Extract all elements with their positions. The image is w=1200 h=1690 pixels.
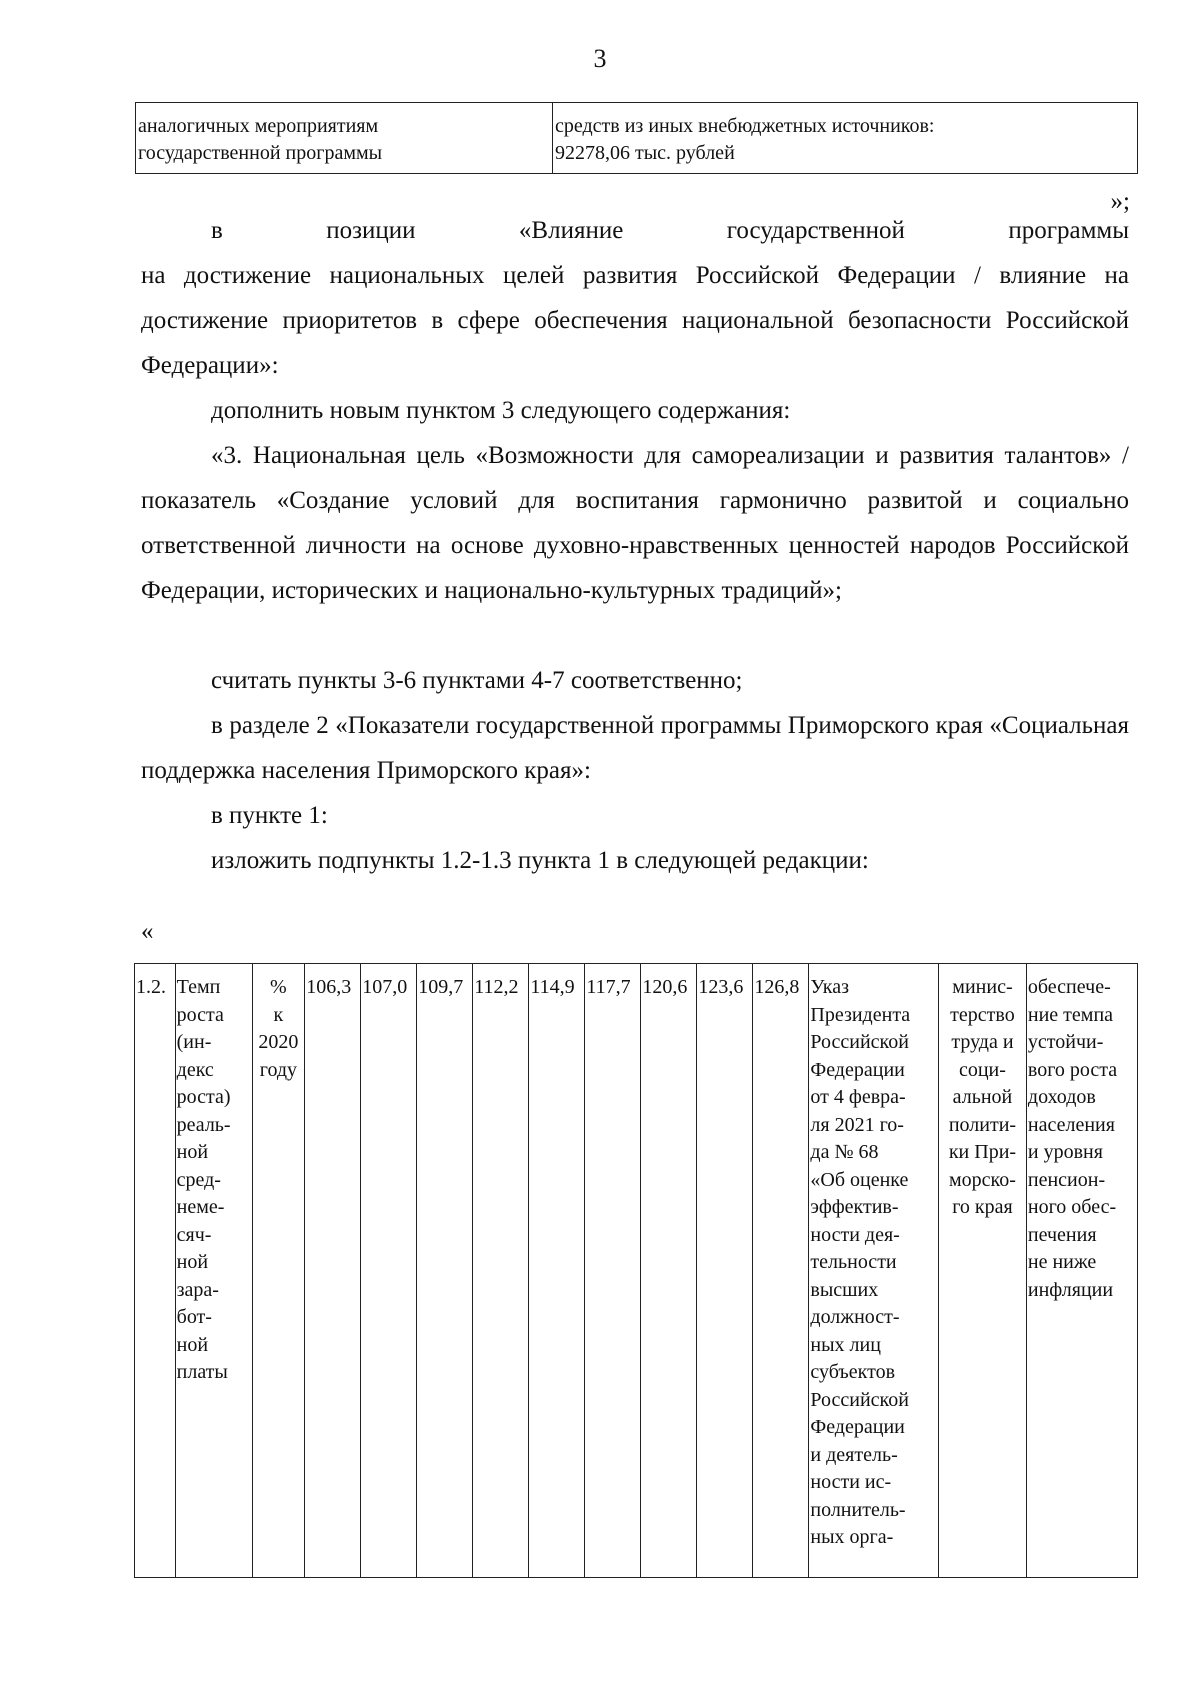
responsible-cell: минис- терство труда и соци- альной полити- ки При- морско- го края: [939, 964, 1027, 1578]
table-row: [135, 964, 1138, 1578]
value-cell: 117,7: [585, 964, 641, 1578]
goal-cell: обеспече- ние темпа устойчи- вого роста доходов населения и уровня пенсион- ного обес- печения не ниже инфляции: [1026, 964, 1137, 1578]
opening-quote: «: [141, 918, 154, 945]
funding-label-text: аналогичных мероприятиям государственной программы: [138, 115, 383, 164]
value-cell: 123,6: [697, 964, 753, 1578]
value-cell: 112,2: [473, 964, 529, 1578]
indicators-table: [134, 963, 1138, 1578]
funding-label-cell: [136, 103, 553, 174]
paragraph-position-continuation: на достижение национальных целей развития Российской Федерации / влияние на достижение приоритетов в сфере обеспечения национальной безопасности Российской Федерации»:: [141, 262, 1129, 379]
paragraph-subitems-edit: изложить подпункты 1.2-1.3 пункта 1 в следующей редакции:: [211, 847, 869, 874]
paragraph-section-2: в разделе 2 «Показатели государственной программы Приморского края «Социальная поддержка населения Приморского края»:: [141, 712, 1129, 784]
basis-cell: Указ Президента Российской Федерации от 4 февра- ля 2021 го- да № 68 «Об оценке эффектив- ности дея- тельности высших должност- ных лиц субъектов Российской Федерации и деятель- ности ис- полнитель- ных орга-: [809, 964, 939, 1578]
funding-amount-cell: [553, 103, 1138, 174]
paragraph-renumber: считать пункты 3-6 пунктами 4-7 соответственно;: [211, 667, 743, 694]
value-cell: 106,3: [305, 964, 361, 1578]
closing-quote: »;: [1110, 188, 1130, 215]
value-cell: 126,8: [753, 964, 809, 1578]
indicator-name-cell: Темп роста (ин- декс роста) реаль- ной сред- неме- сяч- ной зара- бот- ной платы: [175, 964, 252, 1578]
paragraph-item-1: в пункте 1:: [211, 802, 328, 829]
page-number: 3: [593, 44, 607, 73]
value-cell: 109,7: [417, 964, 473, 1578]
funding-sources-table: [135, 102, 1138, 174]
value-cell: 120,6: [641, 964, 697, 1578]
value-cell: 107,0: [361, 964, 417, 1578]
funding-amount-text: средств из иных внебюджетных источников: 92278,06 тыс. рублей: [555, 115, 935, 164]
paragraph-add-item: дополнить новым пунктом 3 следующего содержания:: [211, 397, 791, 424]
paragraph-position-intro: в позиции «Влияние государственной программы: [211, 217, 1129, 244]
paragraph-national-goal: «3. Национальная цель «Возможности для самореализации и развития талантов» / показатель «Создание условий для воспитания гармонично развитой и социально ответственной личности на основе духовно-нравственных ценностей народов Российской Федерации, исторических и национально-культурных традиций»;: [141, 442, 1129, 604]
table-row: [136, 103, 1138, 174]
row-number-cell: 1.2.: [135, 964, 176, 1578]
unit-cell: % к 2020 году: [252, 964, 305, 1578]
value-cell: 114,9: [529, 964, 585, 1578]
